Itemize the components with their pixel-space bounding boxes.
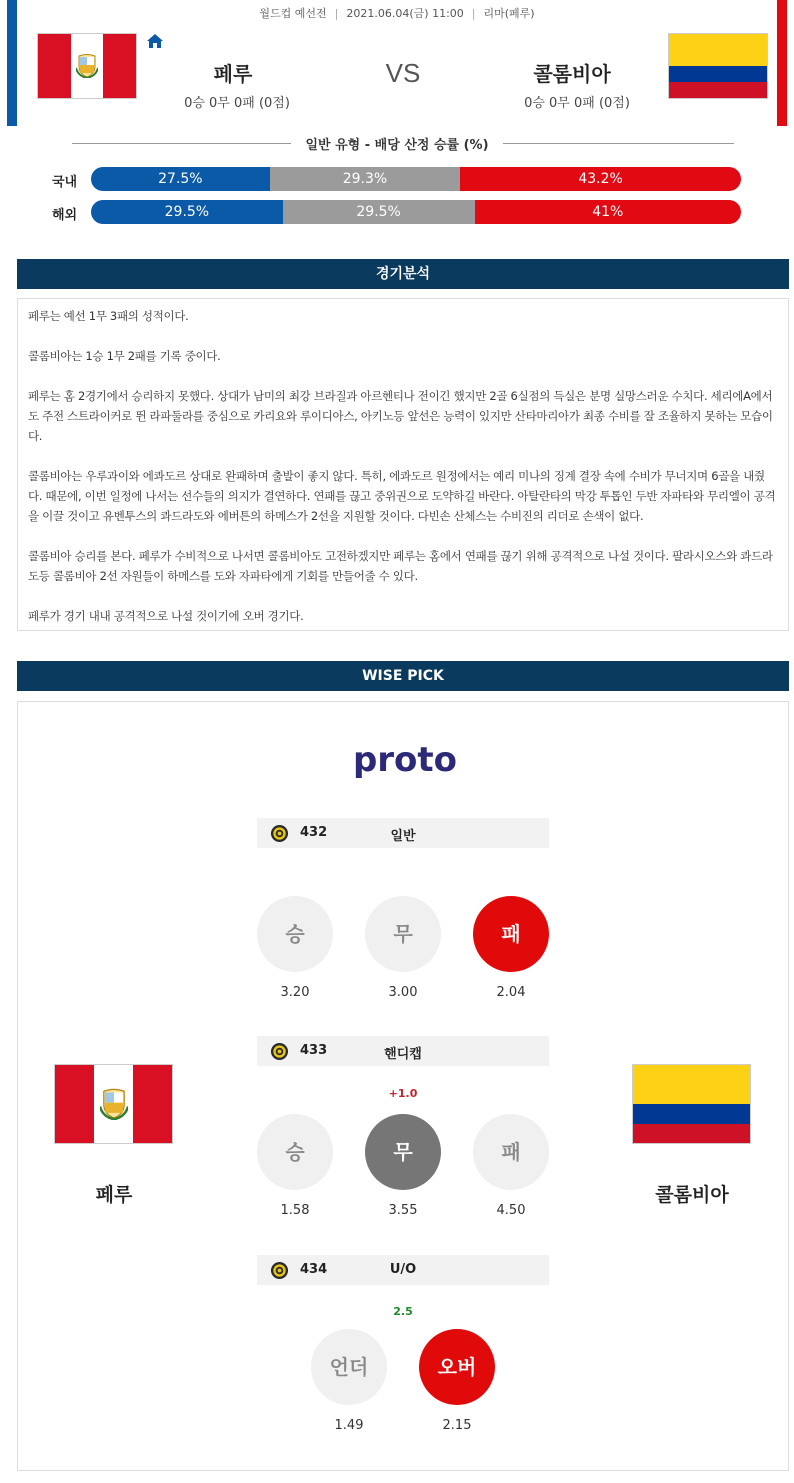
home-win-segment: 27.5% <box>91 167 270 191</box>
odds-bar <box>91 167 741 191</box>
pick-option-over[interactable]: 오버 <box>419 1329 495 1405</box>
pick-option-loss[interactable]: 패 <box>473 1114 549 1190</box>
analysis-paragraph: 페루는 예선 1무 3패의 성적이다. <box>28 309 189 323</box>
analysis-paragraph: 콜롬비아는 우루과이와 에콰도르 상대로 완패하며 출발이 좋지 않다. 특히, 에콰도르 원정에서는 예리 미나의 징계 결장 속에 수비가 무너지며 6골을 내줬다. 때문에, 이번 일정에 나서는 선수들의 의지가 결연하다. 연패를 끊고 중위권으로 도약하길 바란다. 아탈란타의 막강 투톱인 두반 자파타와 무리엘이 공격을 이끌 것이고 유벤투스의 콰드라도와 에버튼의 하메스가 2선을 지원할 것이다. 다빈손 산체스는 수비진의 리더로 손색이 없다. <box>28 469 776 523</box>
pick-home-team-name: 페루 <box>95 1184 133 1206</box>
target-icon <box>270 1042 289 1061</box>
game-number: 433 <box>300 1043 328 1058</box>
match-datetime: 2021.06.04(금) 11:00 <box>346 7 464 20</box>
match-venue: 리마(페루) <box>483 7 535 20</box>
peru-flag <box>54 1064 173 1144</box>
vs-label: VS <box>385 58 421 88</box>
draw-segment: 29.3% <box>270 167 460 191</box>
home-icon <box>146 33 164 49</box>
pick-odd: 2.04 <box>496 985 526 1000</box>
odds-row-overseas <box>0 200 794 224</box>
pick-odd: 3.00 <box>388 985 418 1000</box>
target-icon <box>270 1261 289 1280</box>
target-icon <box>270 824 289 843</box>
pick-option-draw[interactable]: 무 <box>365 1114 441 1190</box>
game-type: U/O <box>389 1262 417 1277</box>
peru-flag <box>37 33 137 99</box>
analysis-body <box>17 298 789 631</box>
pick-option-win[interactable]: 승 <box>257 1114 333 1190</box>
game-number: 432 <box>300 825 328 840</box>
pick-odd: 3.55 <box>388 1203 418 1218</box>
home-team-name: 페루 <box>213 62 253 86</box>
match-meta: 월드컵 예선전 | 2021.06.04(금) 11:00 | 리마(페루) <box>259 7 535 20</box>
away-win-segment: 41% <box>475 200 742 224</box>
away-team-name: 콜롬비아 <box>533 62 611 86</box>
colombia-flag <box>668 33 768 99</box>
pick-option-draw[interactable]: 무 <box>365 896 441 972</box>
wisepick-section-header: WISE PICK <box>17 661 789 691</box>
analysis-paragraph: 페루가 경기 내내 공격적으로 나설 것이기에 오버 경기다. <box>28 609 304 623</box>
home-win-segment: 29.5% <box>91 200 283 224</box>
game-header-433 <box>257 1036 549 1066</box>
colombia-flag <box>632 1064 751 1144</box>
pick-odd: 3.20 <box>280 985 310 1000</box>
odds-row-label: 국내 <box>52 175 78 190</box>
game-type: 핸디캡 <box>384 1047 422 1062</box>
competition-label: 월드컵 예선전 <box>259 7 327 20</box>
game-number: 434 <box>300 1262 328 1277</box>
pick-odd: 1.49 <box>334 1418 364 1433</box>
game-header-434 <box>257 1255 549 1285</box>
away-team-record: 0승 0무 0패 (0점) <box>524 96 630 111</box>
pick-odd: 4.50 <box>496 1203 526 1218</box>
handicap-value: +1.0 <box>388 1087 418 1100</box>
proto-logo <box>340 738 470 782</box>
odds-row-label: 해외 <box>52 208 78 223</box>
analysis-paragraph: 콜롬비아는 1승 1무 2패를 기록 중이다. <box>28 349 221 363</box>
pick-odd: 1.58 <box>280 1203 310 1218</box>
game-type: 일반 <box>390 829 416 844</box>
analysis-paragraph: 페루는 홈 2경기에서 승리하지 못했다. 상대가 남미의 최강 브라질과 아르헨티나 전이긴 했지만 2골 6실점의 득실은 분명 실망스러운 수치다. 세리에A에서도 주전 스트라이커로 뛴 라파둘라를 중심으로 카리요와 루이디아스, 아키노등 앞선은 능력이 있지만 산타마리아가 최종 수비를 잘 조율하지 못하는 모습이다. <box>28 389 773 443</box>
pick-odd: 2.15 <box>442 1418 472 1433</box>
home-team-record: 0승 0무 0패 (0점) <box>184 96 290 111</box>
peru-coat-of-arms-icon <box>100 1088 128 1120</box>
pick-option-win[interactable]: 승 <box>257 896 333 972</box>
match-header <box>0 0 794 126</box>
over-under-line: 2.5 <box>393 1305 413 1318</box>
game-header-432 <box>257 818 549 848</box>
peru-coat-of-arms-icon <box>76 54 98 78</box>
away-win-segment: 43.2% <box>460 167 741 191</box>
odds-bar <box>91 200 741 224</box>
analysis-paragraph: 콜롬비아 승리를 본다. 페루가 수비적으로 나서면 콜롬비아도 고전하겠지만 페루는 홈에서 연패를 끊기 위해 공격적으로 나설 것이다. 팔라시오스와 콰드라도등 콜롬비아 2선 자원들이 하메스를 도와 자파타에게 기회를 만들어줄 수 있다. <box>28 549 773 583</box>
odds-row-domestic <box>0 167 794 191</box>
draw-segment: 29.5% <box>283 200 475 224</box>
odds-section-title: 일반 유형 - 배당 산정 승률 (%) <box>0 134 794 153</box>
analysis-section-header: 경기분석 <box>17 259 789 289</box>
svg-text:proto: proto <box>352 740 458 780</box>
pick-away-team-name: 콜롬비아 <box>655 1184 729 1206</box>
pick-option-under[interactable]: 언더 <box>311 1329 387 1405</box>
pick-option-loss[interactable]: 패 <box>473 896 549 972</box>
